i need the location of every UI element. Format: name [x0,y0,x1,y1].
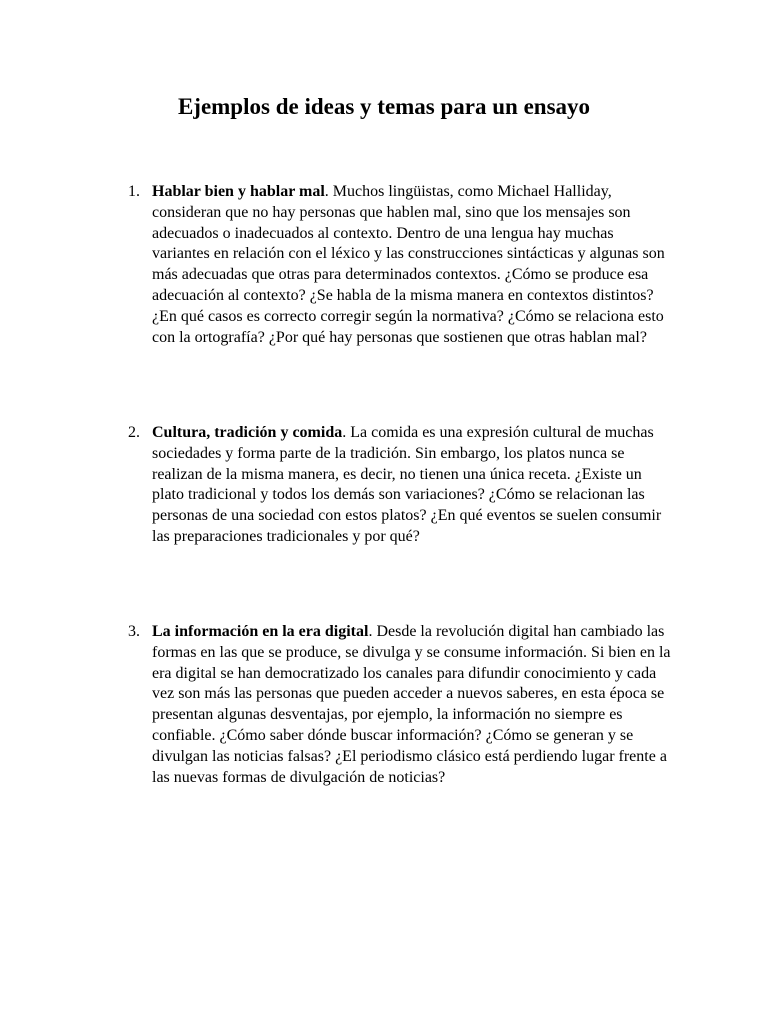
item-heading: Cultura, tradición y comida [152,424,343,441]
item-paragraph [152,182,672,348]
item-heading: Hablar bien y hablar mal [152,183,325,200]
document-title: Ejemplos de ideas y temas para un ensayo [177,94,591,119]
essay-topic-item [128,423,672,548]
item-paragraph [152,622,672,788]
item-heading: La información en la era digital [152,623,369,640]
essay-topic-item [128,182,672,348]
item-paragraph [152,423,672,548]
list-number: 3. [128,623,140,640]
item-body: . Desde la revolución digital han cambiado las formas en las que se produce, se divulga y se consume información. Si bien en la era digital se han democratizado los canales para difundir conocimiento y cada vez son más las personas que pueden acceder a nuevos saberes, en esta época se presentan algunas desventajas, por ejemplo, la información no siempre es confiable. ¿Cómo saber dónde buscar información? ¿Cómo se generan y se divulgan las noticias falsas? ¿El periodismo clásico está perdiendo lugar frente a las nuevas formas de divulgación de noticias? [152,623,671,786]
item-body: . La comida es una expresión cultural de muchas sociedades y forma parte de la tradición. Sin embargo, los platos nunca se realizan de la misma manera, es decir, no tienen una única receta. ¿Existe un plato tradicional y todos los demás son variaciones? ¿Cómo se relacionan las personas de una sociedad con estos platos? ¿En qué eventos se suelen consumir las preparaciones tradicionales y por qué? [152,424,662,545]
list-number: 2. [128,424,140,441]
list-number: 1. [128,183,140,200]
item-body: . Muchos lingüistas, como Michael Halliday, consideran que no hay personas que hablen mal, sino que los mensajes son adecuados o inadecuados al contexto. Dentro de una lengua hay muchas variantes en relación con el léxico y las construcciones sintácticas y algunas son más adecuadas que otras para determinados contextos. ¿Cómo se produce esa adecuación al contexto? ¿Se habla de la misma manera en contextos distintos? ¿En qué casos es correcto corregir según la normativa? ¿Cómo se relaciona esto con la ortografía? ¿Por qué hay personas que sostienen que otras hablan mal? [152,183,665,346]
essay-topic-item [128,622,672,788]
